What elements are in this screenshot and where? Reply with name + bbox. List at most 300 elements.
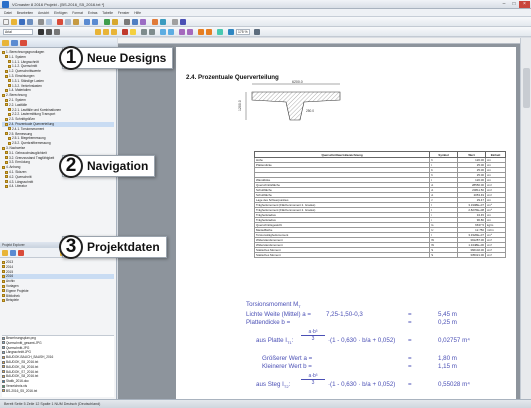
callout-text: Navigation — [87, 159, 149, 173]
document-page[interactable] — [176, 47, 516, 399]
col-header-name: Querschnittwert-Bezeichnung — [255, 152, 430, 158]
file-item[interactable]: BAUDOK_S6_2016.txt — [2, 365, 114, 370]
project-panel-header: Projekt Explorer — [0, 242, 117, 248]
chapter-icon — [8, 60, 11, 63]
tree-item[interactable]: 4.1. Skizzen — [2, 170, 114, 175]
title-bar — [0, 0, 531, 9]
cell-name: Lage des Schwerpunktes — [255, 198, 430, 203]
cross-section-table — [254, 151, 506, 258]
file-item[interactable]: Querschnitt.JPG — [2, 346, 114, 351]
cell-value: 29.47 — [458, 198, 486, 203]
project-folder[interactable]: Bibliothek — [2, 294, 114, 299]
tree-view-icon[interactable] — [11, 40, 18, 46]
chapter-icon — [5, 103, 8, 106]
chapter-icon — [2, 51, 5, 54]
cut-icon[interactable] — [57, 19, 63, 25]
project-folder[interactable]: 2013 — [2, 260, 114, 265]
chapter-icon — [5, 118, 8, 121]
chapter-icon — [2, 166, 5, 169]
chapter-icon — [5, 185, 8, 188]
refresh-icon[interactable] — [10, 250, 16, 256]
folder-icon — [2, 299, 5, 302]
dim-width-label: 6200.0 — [292, 80, 303, 84]
cell-symbol: t — [430, 163, 458, 168]
cell-unit: cm² — [486, 193, 506, 198]
cell-name: Statisches Moment — [255, 248, 430, 253]
document-area — [118, 38, 520, 399]
image-file-icon — [2, 337, 5, 340]
italic-icon[interactable] — [46, 29, 52, 35]
cell-symbol: A — [430, 183, 458, 188]
folder-icon — [2, 280, 5, 283]
word-file-icon — [2, 380, 5, 383]
callout-number: 2 — [59, 154, 83, 178]
cell-symbol: I — [430, 208, 458, 213]
align-right-icon[interactable] — [111, 29, 117, 35]
aus-steg-label: aus Steg $I_{T2}$: — [256, 381, 291, 390]
tree-item[interactable]: 1.1.1. Längsschnitt — [2, 60, 114, 65]
cell-name: Trägheitsradius — [255, 213, 430, 218]
menu-view[interactable]: Ansicht — [38, 11, 50, 15]
file-item[interactable]: Verzeichnis.xls — [2, 384, 114, 389]
delete-icon[interactable] — [20, 40, 27, 46]
cell-unit: cm² — [486, 183, 506, 188]
file-item[interactable]: Bewehrungsplan.png — [2, 336, 114, 341]
greek-icon[interactable] — [206, 29, 212, 35]
align-left-icon[interactable] — [95, 29, 101, 35]
project-folder[interactable]: Eigene Projekte — [2, 289, 114, 294]
col-header-value: Wert — [458, 152, 486, 158]
cross-section-shape — [252, 92, 340, 120]
tree-item[interactable]: 2.5.2. Querkraftbemessung — [2, 141, 114, 146]
chapter-icon — [2, 147, 5, 150]
cell-name: Schubfläche — [255, 193, 430, 198]
aus-steg-value: 0,55028 m⁴ — [438, 381, 470, 388]
image-file-icon — [2, 351, 5, 354]
indent-icon[interactable] — [141, 29, 147, 35]
cell-name: Plattendicke — [255, 163, 430, 168]
cell-name: Wanddicke — [255, 178, 430, 183]
cell-unit: cm — [486, 168, 506, 173]
close-button[interactable]: × — [519, 1, 530, 8]
chapter-icon — [5, 123, 8, 126]
document-file-icon — [2, 375, 5, 378]
cell-name: Trägheitsradius — [255, 218, 430, 223]
cell-value: 34.45 — [458, 213, 486, 218]
project-folder[interactable]: 2015 — [2, 270, 114, 275]
callout-neue-designs — [62, 47, 173, 69]
cell-value: 120.00 — [458, 178, 486, 183]
plattendicke-label: Plattendicke b = — [246, 319, 291, 326]
folder-icon — [2, 270, 5, 273]
lichte-weite-expr: 7,25-1,50-0,3 — [326, 311, 363, 318]
tree-item[interactable]: 3. Nachweise — [2, 146, 114, 151]
cell-symbol: i — [430, 213, 458, 218]
window-title: VCmaster 8 2016 Projekt - [BS-2016_S5_2016.txt *] — [12, 2, 105, 7]
variable-icon[interactable] — [152, 19, 158, 25]
tree-item[interactable]: 2. Berechnung — [2, 93, 114, 98]
document-file-icon — [2, 361, 5, 364]
folder-icon — [2, 289, 5, 292]
cell-symbol: S — [430, 253, 458, 258]
chapter-icon — [5, 132, 8, 135]
cell-symbol: b — [430, 168, 458, 173]
cell-unit: cm³ — [486, 238, 506, 243]
highlight-icon[interactable] — [130, 29, 136, 35]
plattendicke-eq: = — [408, 319, 412, 326]
menu-help[interactable]: Hilfe — [134, 11, 141, 15]
redo-icon[interactable] — [92, 19, 98, 25]
chapter-icon — [5, 99, 8, 102]
tree-item[interactable]: 2.2.2. Lastermittlung Transport — [2, 112, 114, 117]
cell-symbol: G — [430, 223, 458, 228]
font-color-icon[interactable] — [122, 29, 128, 35]
cell-unit: cm³ — [486, 243, 506, 248]
tree-item[interactable]: 2.1. System — [2, 98, 114, 103]
cell-symbol: W — [430, 238, 458, 243]
bullet-list-icon[interactable] — [160, 29, 166, 35]
tree-item[interactable]: 4.3. Längsschnitt — [2, 180, 114, 185]
tree-item[interactable]: 2.2. Lastfälle — [2, 103, 114, 108]
tree-item[interactable]: 4.2. Querschnitt — [2, 175, 114, 180]
tree-item[interactable]: 2.2.1. Lastfälle und Kombinationen — [2, 108, 114, 113]
chapter-icon — [8, 142, 11, 145]
folder-icon — [2, 294, 5, 297]
menu-extras[interactable]: Extras — [87, 11, 98, 15]
cell-symbol: U — [430, 228, 458, 233]
scrollbar-thumb[interactable] — [523, 68, 530, 108]
menu-insert[interactable]: Einfügen — [53, 11, 68, 15]
tree-item[interactable]: 1. Berechnungsgrundlagen — [2, 50, 114, 55]
cell-name: Querschnittsfläche — [255, 183, 430, 188]
menu-file[interactable]: Datei — [4, 11, 12, 15]
tree-item[interactable]: 3.1. Gebrauchstauglichkeit — [2, 151, 114, 156]
print-preview-icon[interactable] — [46, 19, 52, 25]
new-folder-icon[interactable] — [2, 250, 8, 256]
tree-item[interactable]: 2.5.1. Biegebemessung — [2, 136, 114, 141]
number-list-icon[interactable] — [168, 29, 174, 35]
cell-value: 12.750 — [458, 228, 486, 233]
chapter-icon — [2, 94, 5, 97]
chapter-icon — [8, 137, 11, 140]
cell-value: 96.80 — [458, 218, 486, 223]
file-item[interactable]: BS-2016_S5_2016.txt — [2, 389, 114, 394]
file-item[interactable]: Statik_2016.doc — [2, 379, 114, 384]
cell-symbol: A — [430, 188, 458, 193]
align-center-icon[interactable] — [103, 29, 109, 35]
tree-item[interactable]: 3.2. Grenzzustand Tragfähigkeit — [2, 156, 114, 161]
col-header-unit: Einheit — [486, 152, 506, 158]
help-icon[interactable] — [180, 19, 186, 25]
cell-value: 120.00 — [458, 158, 486, 163]
plattendicke-value: 0,25 m — [438, 319, 457, 326]
folder-icon — [2, 275, 5, 278]
callout-navigation — [62, 155, 155, 177]
dim-height-label: 1200.0 — [238, 100, 242, 111]
groesser-wert-eq: = — [408, 355, 412, 362]
cell-unit: cm — [486, 173, 506, 178]
cell-unit: kg/m — [486, 223, 506, 228]
bold-icon[interactable] — [38, 29, 44, 35]
cross-section-drawing — [232, 80, 352, 140]
tree-item[interactable]: 1.1. System — [2, 55, 114, 60]
format-toolbar — [0, 27, 531, 37]
cell-symbol: h — [430, 158, 458, 163]
subscript-icon[interactable] — [187, 29, 193, 35]
app-icon — [2, 1, 9, 8]
cell-unit: cm⁴ — [486, 203, 506, 208]
project-folder[interactable]: Beispiele — [2, 298, 114, 303]
open-folder-icon[interactable] — [11, 19, 17, 25]
document-file-icon — [2, 370, 5, 373]
tree-item[interactable]: 2.4.1. Torsionsmoment — [2, 127, 114, 132]
cell-unit: cm — [486, 218, 506, 223]
lichte-weite-eq: = — [408, 311, 412, 318]
kleiner-wert-eq: = — [408, 363, 412, 370]
underline-icon[interactable] — [54, 29, 60, 35]
file-item[interactable]: BAUDOK_S5_2016.txt — [2, 360, 114, 365]
tree-item-selected[interactable]: 2.4. Prozentuale Querverteilung — [2, 122, 114, 127]
menu-format[interactable]: Format — [72, 11, 83, 15]
steg-coefficients: ·(1 - 0,630 · b/a + 0,052) — [328, 381, 396, 388]
page-view-icon[interactable] — [254, 29, 260, 35]
cell-value: 3.3326E+07 — [458, 233, 486, 238]
tree-item[interactable]: 1.1.2. Querschnitt — [2, 64, 114, 69]
platte-coefficients: ·(1 - 0,630 · b/a + 0,052) — [328, 337, 396, 344]
cell-unit: m²/m — [486, 228, 506, 233]
remove-icon[interactable] — [18, 250, 24, 256]
project-file-list — [2, 335, 114, 397]
cell-name: Höhe — [255, 158, 430, 163]
cell-symbol: I — [430, 233, 458, 238]
cell-value: 25.00 — [458, 173, 486, 178]
border-icon[interactable] — [217, 29, 223, 35]
chapter-icon — [8, 84, 11, 87]
project-folder-selected[interactable]: 2016 — [2, 274, 114, 279]
cell-name: Querschnittsgewicht — [255, 223, 430, 228]
menu-window[interactable]: Fenster — [117, 11, 130, 15]
folder-icon — [2, 265, 5, 268]
cell-symbol: I — [430, 203, 458, 208]
minimize-button[interactable]: – — [502, 1, 506, 7]
kleiner-wert-label: Kleinerer Wert b = — [262, 363, 312, 370]
project-folder-list — [2, 260, 114, 308]
callout-text: Projektdaten — [87, 240, 160, 254]
chapter-icon — [8, 127, 11, 130]
file-item[interactable]: Längsschnitt.JPG — [2, 350, 114, 355]
cell-unit: cm — [486, 163, 506, 168]
tree-item[interactable]: 3.3. Ermüdung — [2, 160, 114, 165]
superscript-icon[interactable] — [179, 29, 185, 35]
save-all-icon[interactable] — [27, 19, 33, 25]
table-row — [255, 253, 506, 258]
cell-symbol: h — [430, 173, 458, 178]
cell-value: 3.1908E+07 — [458, 203, 486, 208]
dim-flange-label: 250.0 — [306, 109, 314, 113]
tree-item[interactable]: 4. Anhang — [2, 165, 114, 170]
cell-name: Schubfläche — [255, 188, 430, 193]
paste-icon[interactable] — [73, 19, 79, 25]
chart-icon[interactable] — [140, 19, 146, 25]
torsion-title: Torsionsmoment $M_T$ — [246, 301, 301, 310]
cell-symbol: t — [430, 178, 458, 183]
tree-item[interactable]: 1.2. Querschnittswerte — [2, 69, 114, 74]
new-document-icon[interactable] — [3, 19, 9, 25]
tree-item[interactable]: 1.3.1. Ständige Lasten — [2, 79, 114, 84]
horizontal-ruler[interactable] — [118, 38, 520, 44]
chapter-icon — [8, 65, 11, 68]
cell-unit: cm³ — [486, 253, 506, 258]
project-folder[interactable]: 2014 — [2, 265, 114, 270]
cell-unit: cm⁴ — [486, 208, 506, 213]
tree-item[interactable]: 1.3.2. Verkehrslasten — [2, 84, 114, 89]
chapter-icon — [8, 79, 11, 82]
document-tree — [2, 50, 114, 240]
image-file-icon — [2, 341, 5, 344]
aus-platte-label: aus Platte $I_{T1}$: — [256, 337, 294, 346]
chapter-icon — [5, 89, 8, 92]
section-heading: 2.4. Prozentuale Querverteilung — [186, 74, 279, 81]
folder-icon — [2, 261, 5, 264]
print-icon[interactable] — [38, 19, 44, 25]
platte-fraction: $\frac{\text{a·b³}}{3}$ — [301, 329, 325, 342]
cell-unit: cm — [486, 198, 506, 203]
document-file-icon — [2, 365, 5, 368]
table-icon[interactable] — [124, 19, 130, 25]
chapter-icon — [5, 180, 8, 183]
cell-value: 2053.49 — [458, 193, 486, 198]
file-item[interactable]: Querschnitt_gesamt.JPG — [2, 341, 114, 346]
cell-unit: cm² — [486, 188, 506, 193]
maximize-button[interactable]: □ — [512, 1, 516, 7]
zoom-icon[interactable] — [228, 29, 234, 35]
aus-steg-eq: = — [408, 381, 412, 388]
cell-value: 25.00 — [458, 168, 486, 173]
cell-value: 28550.00 — [458, 183, 486, 188]
chapter-icon — [5, 55, 8, 58]
project-folder[interactable]: Archiv — [2, 279, 114, 284]
cell-name: Mantelfläche — [255, 228, 430, 233]
cell-value: 2.8276E+08 — [458, 208, 486, 213]
tree-item[interactable]: 1.4. Materialien — [2, 88, 114, 93]
cell-value: 391287.00 — [458, 238, 486, 243]
chapter-icon — [5, 161, 8, 164]
callout-text: Neue Designs — [87, 51, 167, 65]
standard-toolbar — [0, 17, 531, 27]
vertical-scrollbar[interactable] — [520, 38, 531, 399]
image-icon[interactable] — [132, 19, 138, 25]
chapter-icon — [5, 175, 8, 178]
file-item[interactable]: BAUDOK_S8_2016.txt — [2, 374, 114, 379]
menu-edit[interactable]: Bearbeiten — [16, 11, 34, 15]
status-bar — [0, 399, 531, 408]
cell-value: 25.00 — [458, 163, 486, 168]
groesser-wert-value: 1,80 m — [438, 355, 457, 362]
cell-unit: cm⁴ — [486, 233, 506, 238]
cell-unit: cm — [486, 178, 506, 183]
cell-unit: cm — [486, 213, 506, 218]
menu-table[interactable]: Tabelle — [102, 11, 114, 15]
document-file-icon — [2, 389, 5, 392]
aus-platte-eq: = — [408, 337, 412, 344]
symbol-icon[interactable] — [198, 29, 204, 35]
cell-value: 335021.00 — [458, 253, 486, 258]
cell-name: Torsionsträgheitsmoment — [255, 233, 430, 238]
lichte-weite-label: Lichte Weite (Mittel) a = — [246, 311, 312, 318]
cell-symbol: i — [430, 218, 458, 223]
aus-platte-value: 0,02757 m⁴ — [438, 337, 470, 344]
folder-icon — [2, 285, 5, 288]
chapter-icon — [5, 151, 8, 154]
cell-value: 6637.5 — [458, 223, 486, 228]
copy-icon[interactable] — [65, 19, 71, 25]
callout-number: 3 — [59, 235, 83, 259]
col-header-symbol: Symbol — [430, 152, 458, 158]
cell-value: 1.3448E+06 — [458, 243, 486, 248]
chapter-icon — [5, 70, 8, 73]
cell-symbol: A — [430, 193, 458, 198]
folder-icon[interactable] — [2, 40, 9, 46]
chapter-icon — [5, 156, 8, 159]
save-icon[interactable] — [19, 19, 25, 25]
menu-bar — [0, 9, 531, 17]
document-file-icon — [2, 356, 5, 359]
cell-name: Widerstandsmoment — [255, 243, 430, 248]
cell-symbol: S — [430, 248, 458, 253]
cell-name: Trägheitsmoment (Flächenmoment 2. Grades) — [255, 203, 430, 208]
settings-icon[interactable] — [172, 19, 178, 25]
zoom-select[interactable]: 175 % — [236, 29, 250, 35]
project-folder[interactable]: Vorlagen — [2, 284, 114, 289]
tree-item[interactable]: 2.5. Bemessung — [2, 132, 114, 137]
cell-value: 366102.00 — [458, 248, 486, 253]
calculate-icon[interactable] — [104, 19, 110, 25]
kleiner-wert-value: 1,15 m — [438, 363, 457, 370]
image-file-icon — [2, 346, 5, 349]
cell-name: Statisches Moment — [255, 253, 430, 258]
outdent-icon[interactable] — [149, 29, 155, 35]
cell-unit: cm³ — [486, 248, 506, 253]
chapter-icon — [8, 108, 11, 111]
link-icon[interactable] — [160, 19, 166, 25]
font-select[interactable]: Arial — [3, 29, 33, 35]
cell-value: 20811.50 — [458, 188, 486, 193]
cell-unit: cm — [486, 158, 506, 163]
chapter-icon — [5, 75, 8, 78]
status-text: Bereit Seite 5 Zeile 12 Spalte 1 NUM Deutsch (Deutschland) — [4, 402, 101, 406]
chapter-icon — [5, 171, 8, 174]
file-item[interactable]: BAUDOK_S7_2016.txt — [2, 370, 114, 375]
undo-icon[interactable] — [84, 19, 90, 25]
formula-icon[interactable] — [112, 19, 118, 25]
file-item[interactable]: BAUDOK-BAUCH_BAUSH_2016 — [2, 355, 114, 360]
navigation-panel — [0, 38, 117, 399]
steg-fraction: $\frac{\text{a·b³}}{3}$ — [301, 373, 325, 386]
callout-number: 1 — [59, 46, 83, 70]
cell-symbol: W — [430, 243, 458, 248]
tree-item[interactable]: 4.4. Literatur — [2, 184, 114, 189]
tree-item[interactable]: 1.3. Einwirkungen — [2, 74, 114, 79]
cell-name: Widerstandsmoment — [255, 238, 430, 243]
groesser-wert-label: Größerer Wert a = — [262, 355, 313, 362]
cell-symbol: z — [430, 198, 458, 203]
excel-file-icon — [2, 385, 5, 388]
lichte-weite-value: 5,45 m — [438, 311, 457, 318]
chapter-icon — [8, 113, 11, 116]
cell-name: Trägheitsmoment (Flächenmoment 2. Grades) — [255, 208, 430, 213]
tree-item[interactable]: 2.3. Schnittgrößen — [2, 117, 114, 122]
callout-projektdaten — [62, 236, 167, 258]
